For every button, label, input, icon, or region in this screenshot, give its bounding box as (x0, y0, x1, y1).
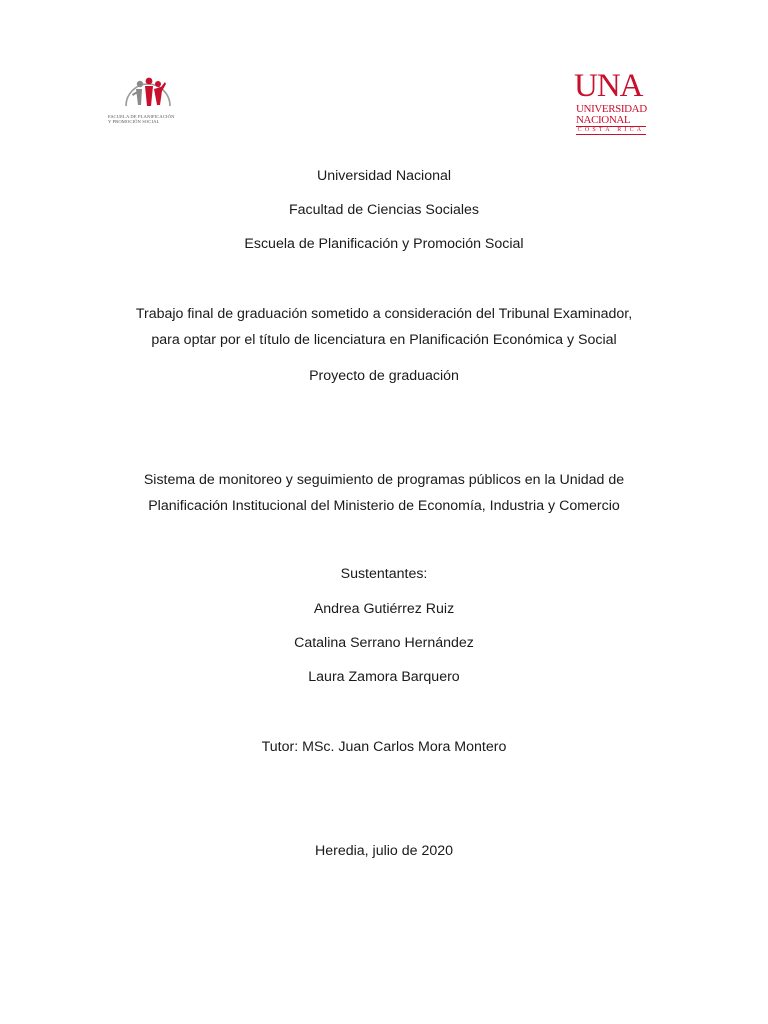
school-logo-caption-line1: ESCUELA DE PLANIFICACIÓN (108, 114, 175, 119)
faculty-name: Facultad de Ciencias Sociales (288, 202, 480, 218)
author-name: Laura Zamora Barquero (308, 669, 460, 685)
purpose-line-1: Trabajo final de graduación sometido a consideración del Tribunal Examinador, (135, 306, 633, 322)
university-name: Universidad Nacional (316, 168, 452, 184)
una-logo-line2: NACIONAL (576, 114, 631, 126)
school-name: Escuela de Planificación y Promoción Social (244, 236, 524, 252)
authors-heading: Sustentantes: (340, 566, 428, 582)
school-logo-caption-line2: Y PROMOCIÓN SOCIAL (108, 119, 160, 125)
project-type: Proyecto de graduación (309, 368, 459, 384)
una-logo (572, 68, 650, 138)
purpose-line-2: para optar por el título de licenciatura en Planificación Económica y Social (151, 332, 617, 348)
thesis-title-line-1: Sistema de monitoreo y seguimiento de programas públicos en la Unidad de (143, 472, 625, 488)
tutor: Tutor: MSc. Juan Carlos Mora Montero (261, 739, 507, 755)
school-logo-emblem-icon (108, 72, 192, 114)
una-logo-country: COSTA RICA (577, 127, 645, 133)
school-logo (108, 72, 192, 134)
una-logo-divider-bottom (576, 134, 646, 135)
una-logo-acronym: UNA (574, 68, 643, 104)
author-name: Catalina Serrano Hernández (294, 635, 474, 651)
author-name: Andrea Gutiérrez Ruiz (313, 601, 455, 617)
place-and-date: Heredia, julio de 2020 (314, 843, 454, 859)
school-logo-caption (108, 114, 192, 124)
una-logo-line1: UNIVERSIDAD (576, 103, 647, 115)
thesis-title-line-2: Planificación Institucional del Ministerio de Economía, Industria y Comercio (148, 498, 620, 514)
